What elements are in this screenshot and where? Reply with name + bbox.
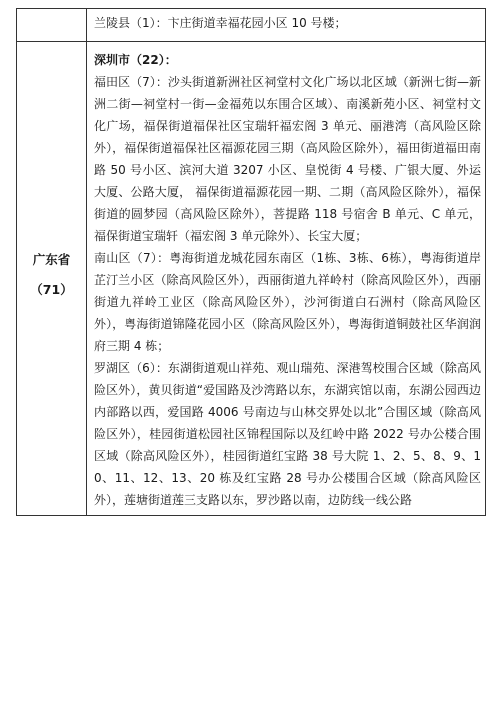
table-row-previous xyxy=(17,9,486,42)
district-paragraph: 南山区（7）：粤海街道龙城花园东南区（1栋、3栋、6栋），粤海街道岸芷汀兰小区（除高风险区外），西丽街道九祥岭村（除高风险区外），西丽街道九祥岭工业区（除高风险区外），沙河街道白石洲村（除高风险区外），粤海街道锦隆花园小区（除高风险区外），粤海街道铜鼓社区华润润府三期 4 栋； xyxy=(94,251,481,353)
province-cell-empty xyxy=(17,9,87,42)
previous-row-text: 兰陵县（1）：卞庄街道幸福花园小区 10 号楼； xyxy=(94,16,347,30)
city-label: 深圳市（22）： xyxy=(94,53,177,67)
areas-cell xyxy=(87,42,486,516)
province-count: （71） xyxy=(30,281,73,297)
risk-area-table xyxy=(16,8,486,516)
previous-row-cell xyxy=(87,9,486,42)
district-paragraph: 罗湖区（6）：东湖街道观山祥苑、观山瑞苑、深港驾校围合区域（除高风险区外），黄贝街道“爱国路及沙湾路以东，东湖宾馆以南，东湖公园西边内部路以西，爱国路 4006 号南边与山林交界处以北”合围区域（除高风险区外），桂园街道松园社区锦程国际以及红岭中路 2022 号办公楼合围区域（除高风险区外），桂园街道红宝路 38 号大院 1、2、5、8、9、10、11、12、13、20 栋及红宝路 28 号办公楼围合区域（除高风险区外），莲塘街道莲三支路以东，罗沙路以南，边防线一线公路 xyxy=(94,361,481,507)
province-name: 广东省 xyxy=(32,251,71,267)
district-paragraph: 福田区（7）：沙头街道新洲社区祠堂村文化广场以北区域（新洲七街—新洲二街—祠堂村一街—金福苑以东围合区域）、南溪新苑小区、祠堂村文化广场，福保街道福保社区宝瑞轩福宏阁 3 单元、丽港湾（高风险区除外），福保街道福保社区福源花园三期（高风险区除外），福田街道福田南路 50 号小区、滨河大道 3207 小区、皇悦街 4 号楼、广银大厦、外运大厦、公路大厦， 福保街道福源花园一期、二期（高风险区除外），福保街道的圆梦园（高风险区除外），菩提路 118 号宿舍 B 单元、C 单元，福保街道宝瑞轩（福宏阁 3 单元除外）、长宝大厦； xyxy=(94,75,481,243)
table-row-guangdong xyxy=(17,42,486,516)
province-cell xyxy=(17,42,87,516)
